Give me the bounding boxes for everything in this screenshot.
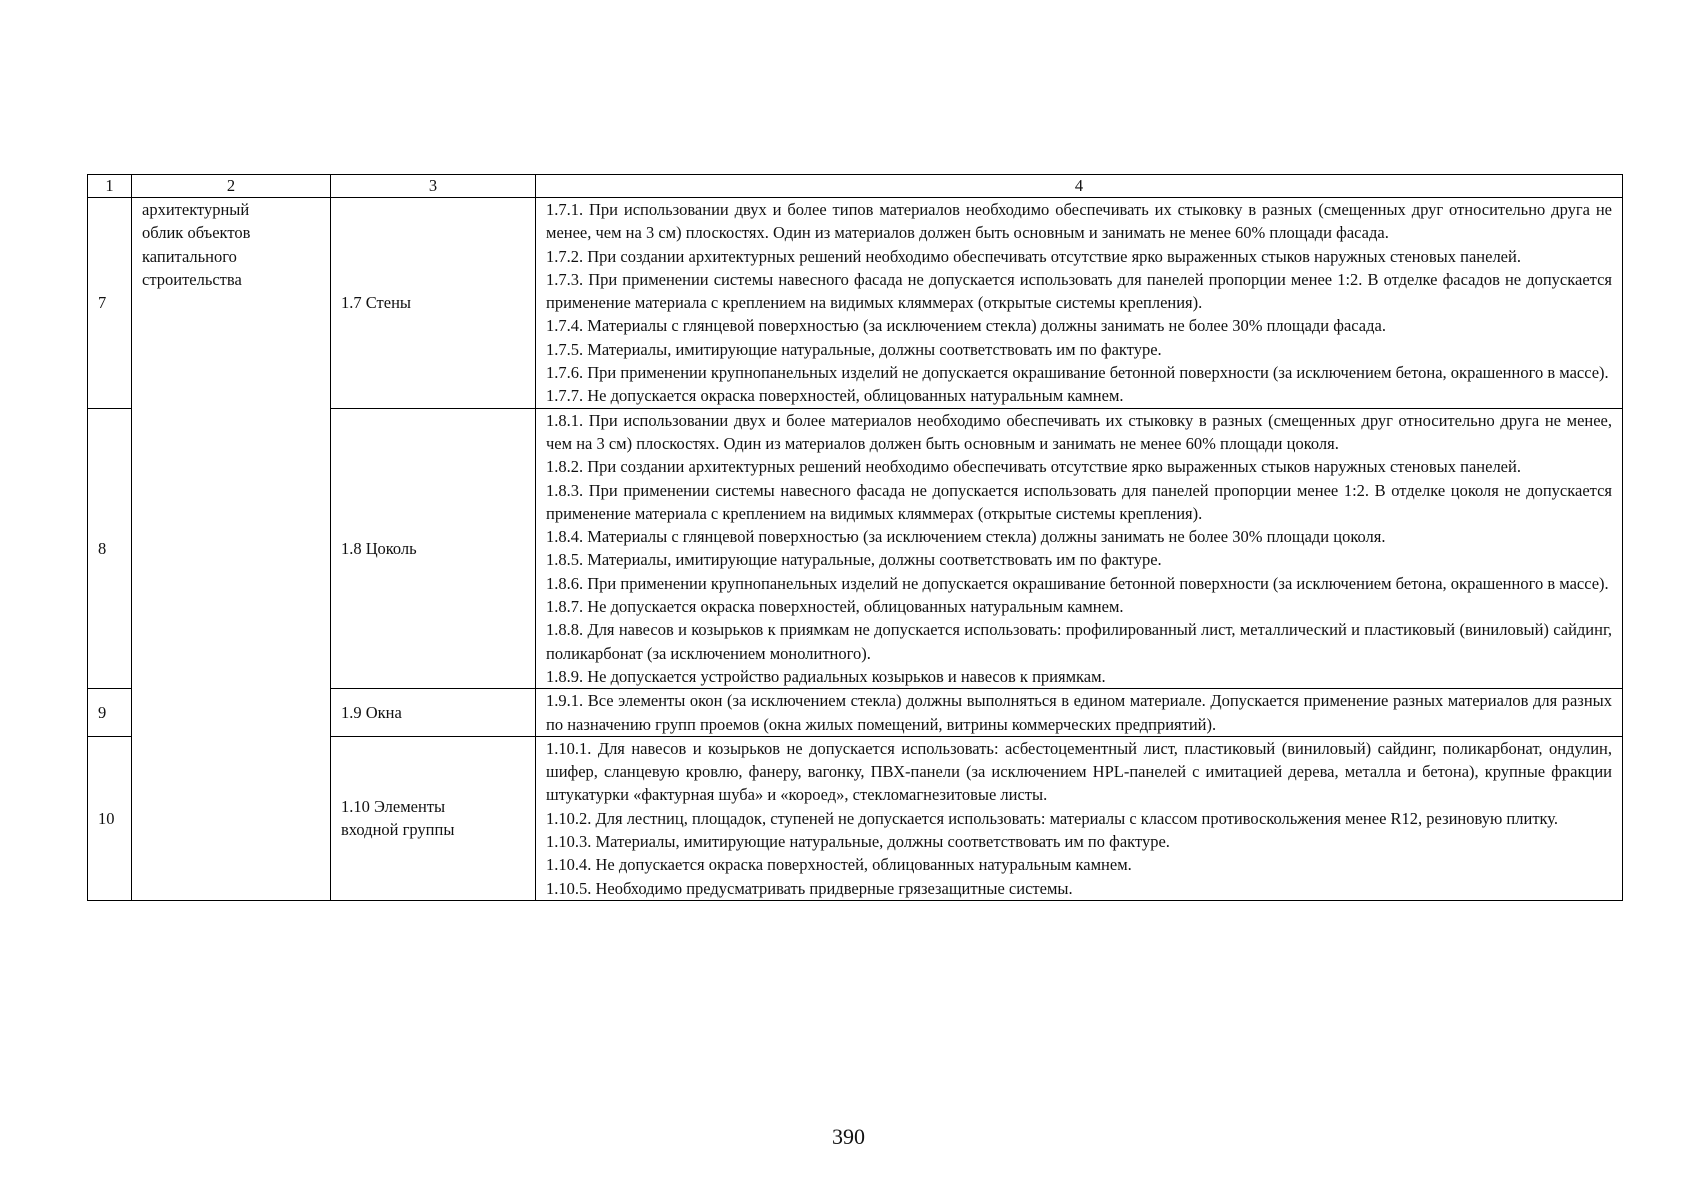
row-number: 10 <box>88 736 132 900</box>
requirements-cell <box>536 408 1623 689</box>
requirement-item: 1.7.5. Материалы, имитирующие натуральные, должны соответствовать им по фактуре. <box>546 339 1162 359</box>
requirement-item: 1.9.1. Все элементы окон (за исключением стекла) должны выполняться в едином материале. Допускается применение разных материалов для разных по назначению групп проемов (окна жилых помещений, витрины коммерческих предприятий). <box>546 691 1612 734</box>
requirement-item: 1.8.6. При применении крупнопанельных изделий не допускается окрашивание бетонной поверхности (за исключением бетона, окрашенного в массе). <box>546 573 1609 593</box>
table-row <box>88 198 1623 409</box>
section-title: 1.9 Окна <box>331 689 536 737</box>
requirement-item: 1.10.3. Материалы, имитирующие натуральные, должны соответствовать им по фактуре. <box>546 832 1170 852</box>
requirement-item: 1.7.6. При применении крупнопанельных изделий не допускается окрашивание бетонной поверхности (за исключением бетона, окрашенного в массе). <box>546 363 1609 383</box>
requirement-item: 1.8.4. Материалы с глянцевой поверхностью (за исключением стекла) должны занимать не более 30% площади цоколя. <box>546 527 1386 547</box>
requirement-item: 1.8.8. Для навесов и козырьков к приямкам не допускается использовать: профилированный лист, металлический и пластиковый (виниловый) сайдинг, поликарбонат (за исключением монолитного). <box>546 620 1612 663</box>
requirement-item: 1.10.4. Не допускается окраска поверхностей, облицованных натуральным камнем. <box>546 855 1132 875</box>
header-cell-3: 3 <box>331 175 536 198</box>
requirements-cell <box>536 689 1623 737</box>
requirement-item: 1.7.3. При применении системы навесного фасада не допускается использовать для панелей пропорции менее 1:2. В отделке фасадов не допускается применение материала с креплением на видимых кляммерах (открытые системы крепления). <box>546 269 1612 313</box>
header-cell-2: 2 <box>132 175 331 198</box>
section-title: 1.10 Элементы входной группы <box>331 736 536 900</box>
row-number: 8 <box>88 408 132 689</box>
header-row <box>88 175 1623 198</box>
requirement-item: 1.10.1. Для навесов и козырьков не допускается использовать: асбестоцементный лист, пластиковый (виниловый) сайдинг, поликарбонат, ондулин, шифер, сланцевую кровлю, фанеру, вагонку, ПВХ-панели (за исключением HPL-панелей с имитацией дерева, металла и бетона), крупные фракции штукатурки «фактурная шуба» и «короед», стекломагнезитовые листы. <box>546 738 1612 805</box>
object-type-cell: архитектурный облик объектов капитального строительства <box>132 198 331 901</box>
requirement-item: 1.8.9. Не допускается устройство радиальных козырьков и навесов к приямкам. <box>546 666 1106 686</box>
regulations-table <box>87 174 1623 901</box>
requirement-item: 1.8.5. Материалы, имитирующие натуральные, должны соответствовать им по фактуре. <box>546 550 1162 570</box>
section-title: 1.8 Цоколь <box>331 408 536 689</box>
header-cell-1: 1 <box>88 175 132 198</box>
requirement-item: 1.7.2. При создании архитектурных решений необходимо обеспечивать отсутствие ярко выраженных стыков наружных стеновых панелей. <box>546 246 1521 266</box>
requirement-item: 1.8.1. При использовании двух и более материалов необходимо обеспечивать их стыковку в разных (смещенных друг относительно друга не менее, чем на 3 см) плоскостях. Один из материалов должен быть основным и занимать не менее 60% площади цоколя. <box>546 410 1612 453</box>
requirement-item: 1.10.5. Необходимо предусматривать придверные грязезащитные системы. <box>546 878 1073 898</box>
requirement-item: 1.8.7. Не допускается окраска поверхностей, облицованных натуральным камнем. <box>546 597 1124 617</box>
header-cell-4: 4 <box>536 175 1623 198</box>
requirement-item: 1.7.1. При использовании двух и более типов материалов необходимо обеспечивать их стыковку в разных (смещенных друг относительно друга не менее, чем на 3 см) плоскостях. Один из материалов должен быть основным и занимать не менее 60% площади фасада. <box>546 200 1612 243</box>
requirement-item: 1.10.2. Для лестниц, площадок, ступеней не допускается использовать: материалы с классом противоскольжения менее R12, резиновую плитку. <box>546 808 1559 828</box>
section-title: 1.7 Стены <box>331 198 536 409</box>
requirement-item: 1.7.7. Не допускается окраска поверхностей, облицованных натуральным камнем. <box>546 386 1124 406</box>
row-number: 9 <box>88 689 132 737</box>
page-number: 390 <box>832 1124 865 1149</box>
requirements-cell <box>536 198 1623 409</box>
requirement-item: 1.8.2. При создании архитектурных решений необходимо обеспечивать отсутствие ярко выраженных стыков наружных стеновых панелей. <box>546 457 1521 477</box>
requirement-item: 1.7.4. Материалы с глянцевой поверхностью (за исключением стекла) должны занимать не более 30% площади фасада. <box>546 316 1386 336</box>
row-number: 7 <box>88 198 132 409</box>
requirement-item: 1.8.3. При применении системы навесного фасада не допускается использовать для панелей пропорции менее 1:2. В отделке цоколя не допускается применение материала с креплением на видимых кляммерах (открытые системы крепления). <box>546 480 1612 523</box>
requirements-cell <box>536 736 1623 900</box>
